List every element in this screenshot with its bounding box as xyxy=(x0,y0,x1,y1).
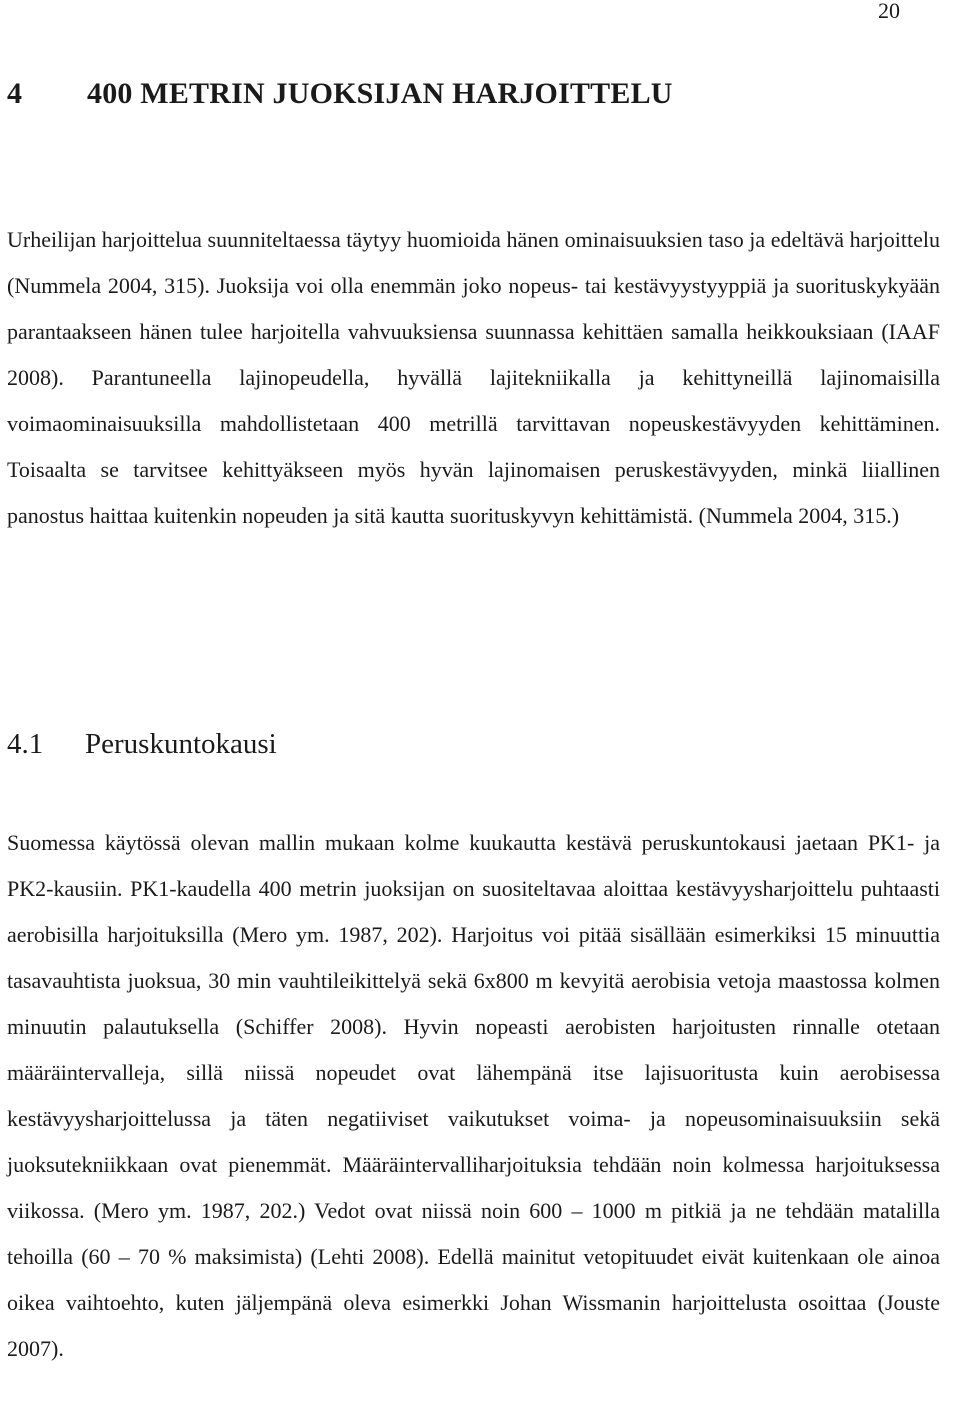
body-paragraph-intro: Urheilijan harjoittelua suunniteltaessa täytyy huomioida hänen ominaisuuksien taso ja edeltävä harjoittelu (Nummela 2004, 315). Juoksija voi olla enemmän joko nopeus- tai kestävyystyyppiä ja suorituskykyään parantaakseen hänen tulee harjoitella vahvuuksiensa suunnassa kehittäen samalla heikkouksiaan (IAAF 2008). Parantuneella lajinopeudella, hyvällä lajitekniikalla ja kehittyneillä lajinomaisilla voimaominaisuuksilla mahdollistetaan 400 metrillä tarvittavan nopeuskestävyyden kehittäminen. Toisaalta se tarvitsee kehittyäkseen myös hyvän lajinomaisen peruskestävyyden, minkä liiallinen panostus haittaa kuitenkin nopeuden ja sitä kautta suorituskyvyn kehittämistä. (Nummela 2004, 315.) xyxy=(7,227,940,528)
section-heading xyxy=(7,722,277,766)
chapter-number: 4 xyxy=(7,77,23,110)
section-number: 4.1 xyxy=(7,728,44,760)
chapter-title: 400 METRIN JUOKSIJAN HARJOITTELU xyxy=(87,77,673,110)
section-title: Peruskuntokausi xyxy=(85,728,277,760)
chapter-heading xyxy=(7,72,673,116)
body-paragraph-section-4-1: Suomessa käytössä olevan mallin mukaan kolme kuukautta kestävä peruskuntokausi jaetaan PK1- ja PK2-kausiin. PK1-kaudella 400 metrin juoksijan on suositeltavaa aloittaa kestävyysharjoittelu puhtaasti aerobisilla harjoituksilla (Mero ym. 1987, 202). Harjoitus voi pitää sisällään esimerkiksi 15 minuuttia tasavauhtista juoksua, 30 min vauhtileikittelyä sekä 6x800 m kevyitä aerobisia vetoja maastossa kolmen minuutin palautuksella (Schiffer 2008). Hyvin nopeasti aerobisten harjoitusten rinnalle otetaan määräintervalleja, sillä niissä nopeudet ovat lähempänä itse lajisuoritusta kuin aerobisessa kestävyysharjoittelussa ja täten negatiiviset vaikutukset voima- ja nopeusominaisuuksiin sekä juoksutekniikkaan ovat pienemmät. Määräintervalliharjoituksia tehdään noin kolmessa harjoituksessa viikossa. (Mero ym. 1987, 202.) Vedot ovat niissä noin 600 – 1000 m pitkiä ja ne tehdään matalilla tehoilla (60 – 70 % maksimista) (Lehti 2008). Edellä mainitut vetopituudet eivät kuitenkaan ole ainoa oikea vaihtoehto, kuten jäljempänä oleva esimerkki Johan Wissmanin harjoittelusta osoittaa (Jouste 2007). xyxy=(7,830,940,1361)
page-number: 20 xyxy=(878,0,900,23)
